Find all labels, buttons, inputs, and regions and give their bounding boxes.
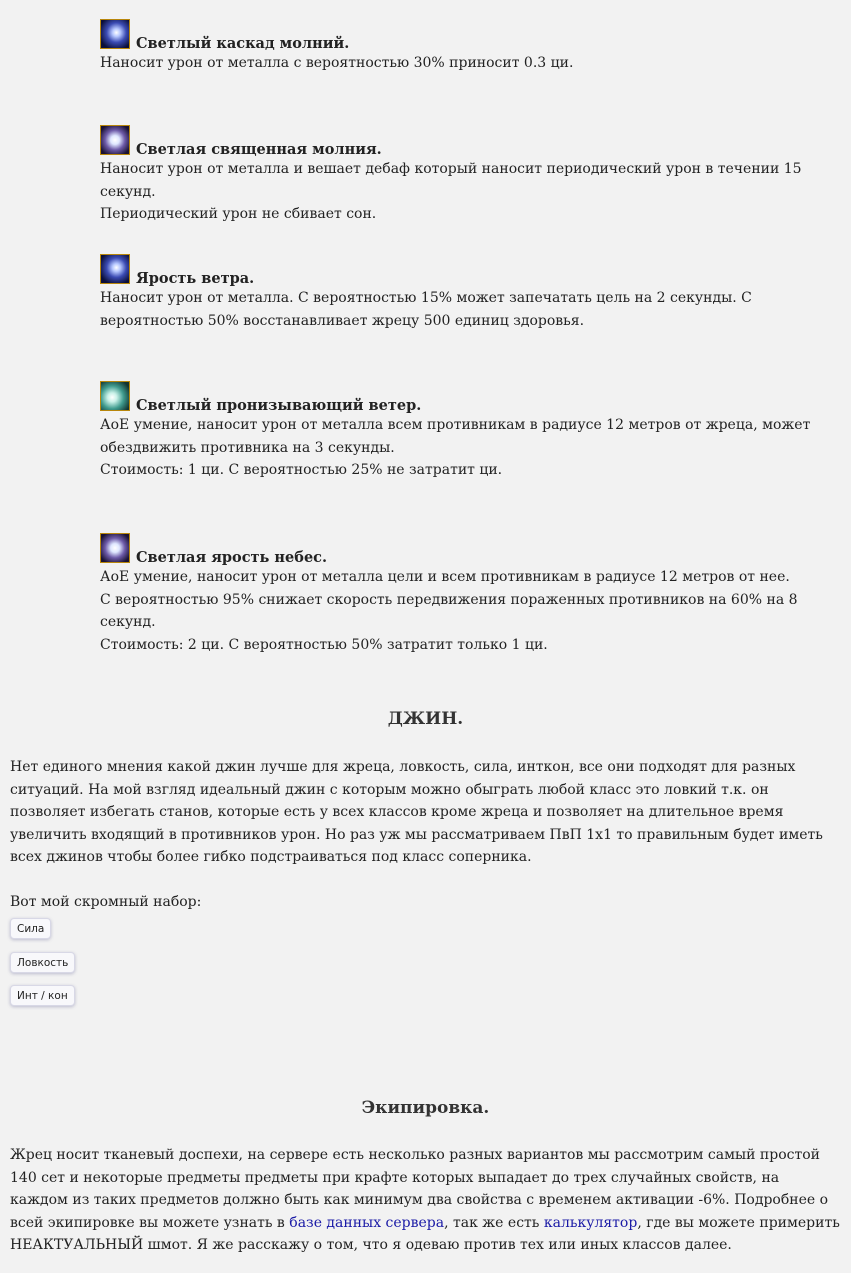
djinn-paragraph: Нет единого мнения какой джин лучше для жреца, ловкость, сила, инткон, все они подходят для разных ситуаций. На мой взгляд идеальный джин с которым можно обыграть любой класс это ловкий т.к. он позволяет избегать станов, которые есть у всех классов кроме жреца и позволяет на длительное время увеличить входящий в противников урон. Но раз уж мы рассматриваем ПвП 1х1 то правильным будет иметь всех джинов чтобы более гибко подстраиваться под класс соперника. [10,759,823,865]
skill-lightning-cascade [100,19,845,75]
skill-header [100,19,845,52]
skill-description: Наносит урон от металла и вешает дебаф который наносит периодический урон в течении 15 секунд. Периодический урон не сбивает сон. [100,161,802,222]
djinn-set-label: Вот мой скромный набор: [10,894,202,910]
djinn-int-con-button[interactable]: Инт / кон [10,985,75,1006]
skill-description: АоЕ умение, наносит урон от металла цели и всем противникам в радиусе 12 метров от нее. С вероятностью 95% снижает скорость передвижения пораженных противников на 60% на 8 секунд. Стоимость: 2 ци. С вероятностью 50% затратит только 1 ци. [100,569,798,653]
skill-description: Наносит урон от металла с вероятностью 30% приносит 0.3 ци. [100,55,574,71]
lightning-cascade-icon [100,19,130,49]
piercing-wind-icon [100,381,130,411]
djinn-agility-button[interactable]: Ловкость [10,952,75,973]
skill-holy-lightning [100,125,845,226]
skill-header [100,254,845,287]
skill-header [100,125,845,158]
skill-header [100,381,845,414]
skill-name: Светлый каскад молний. [136,35,350,52]
skill-wind-fury [100,254,845,332]
skill-heaven-fury [100,533,845,656]
skill-description: АоЕ умение, наносит урон от металла всем противникам в радиусе 12 метров от жреца, может обездвижить противника на 3 секунды. Стоимость: 1 ци. С вероятностью 25% не затратит ци. [100,417,811,478]
section-title-djinn: ДЖИН. [387,709,464,729]
equipment-paragraph: Жрец носит тканевый доспехи, на сервере есть несколько разных вариантов мы рассмотрим самый простой 140 сет и некоторые предметы предметы при крафте которых выпадает до трех случайных свойств, на каждом из таких предметов должно быть как минимум два свойства с временем активации -6%. Подробнее о всей экипировке вы можете узнать в базе данных сервера, так же есть калькулятор, где вы можете примерить НЕАКТУАЛЬНЫЙ шмот. Я же расскажу о том, что я одеваю против тех или иных классов далее. [10,1147,840,1253]
djinn-strength-button[interactable]: Сила [10,918,51,939]
section-title-equipment: Экипировка. [361,1098,490,1118]
heaven-fury-icon [100,533,130,563]
holy-lightning-icon [100,125,130,155]
wind-fury-icon [100,254,130,284]
skill-piercing-wind [100,381,845,482]
skill-description: Наносит урон от металла. С вероятностью 15% может запечатать цель на 2 секунды. С вероятностью 50% восстанавливает жрецу 500 единиц здоровья. [100,290,752,329]
skill-name: Светлая ярость небес. [136,549,328,566]
skill-name: Светлая священная молния. [136,141,382,158]
skill-name: Ярость ветра. [136,270,255,287]
server-database-link[interactable]: базе данных сервера [289,1214,445,1231]
skill-name: Светлый пронизывающий ветер. [136,397,422,414]
calculator-link[interactable]: калькулятор [543,1214,638,1231]
skill-header [100,533,845,566]
